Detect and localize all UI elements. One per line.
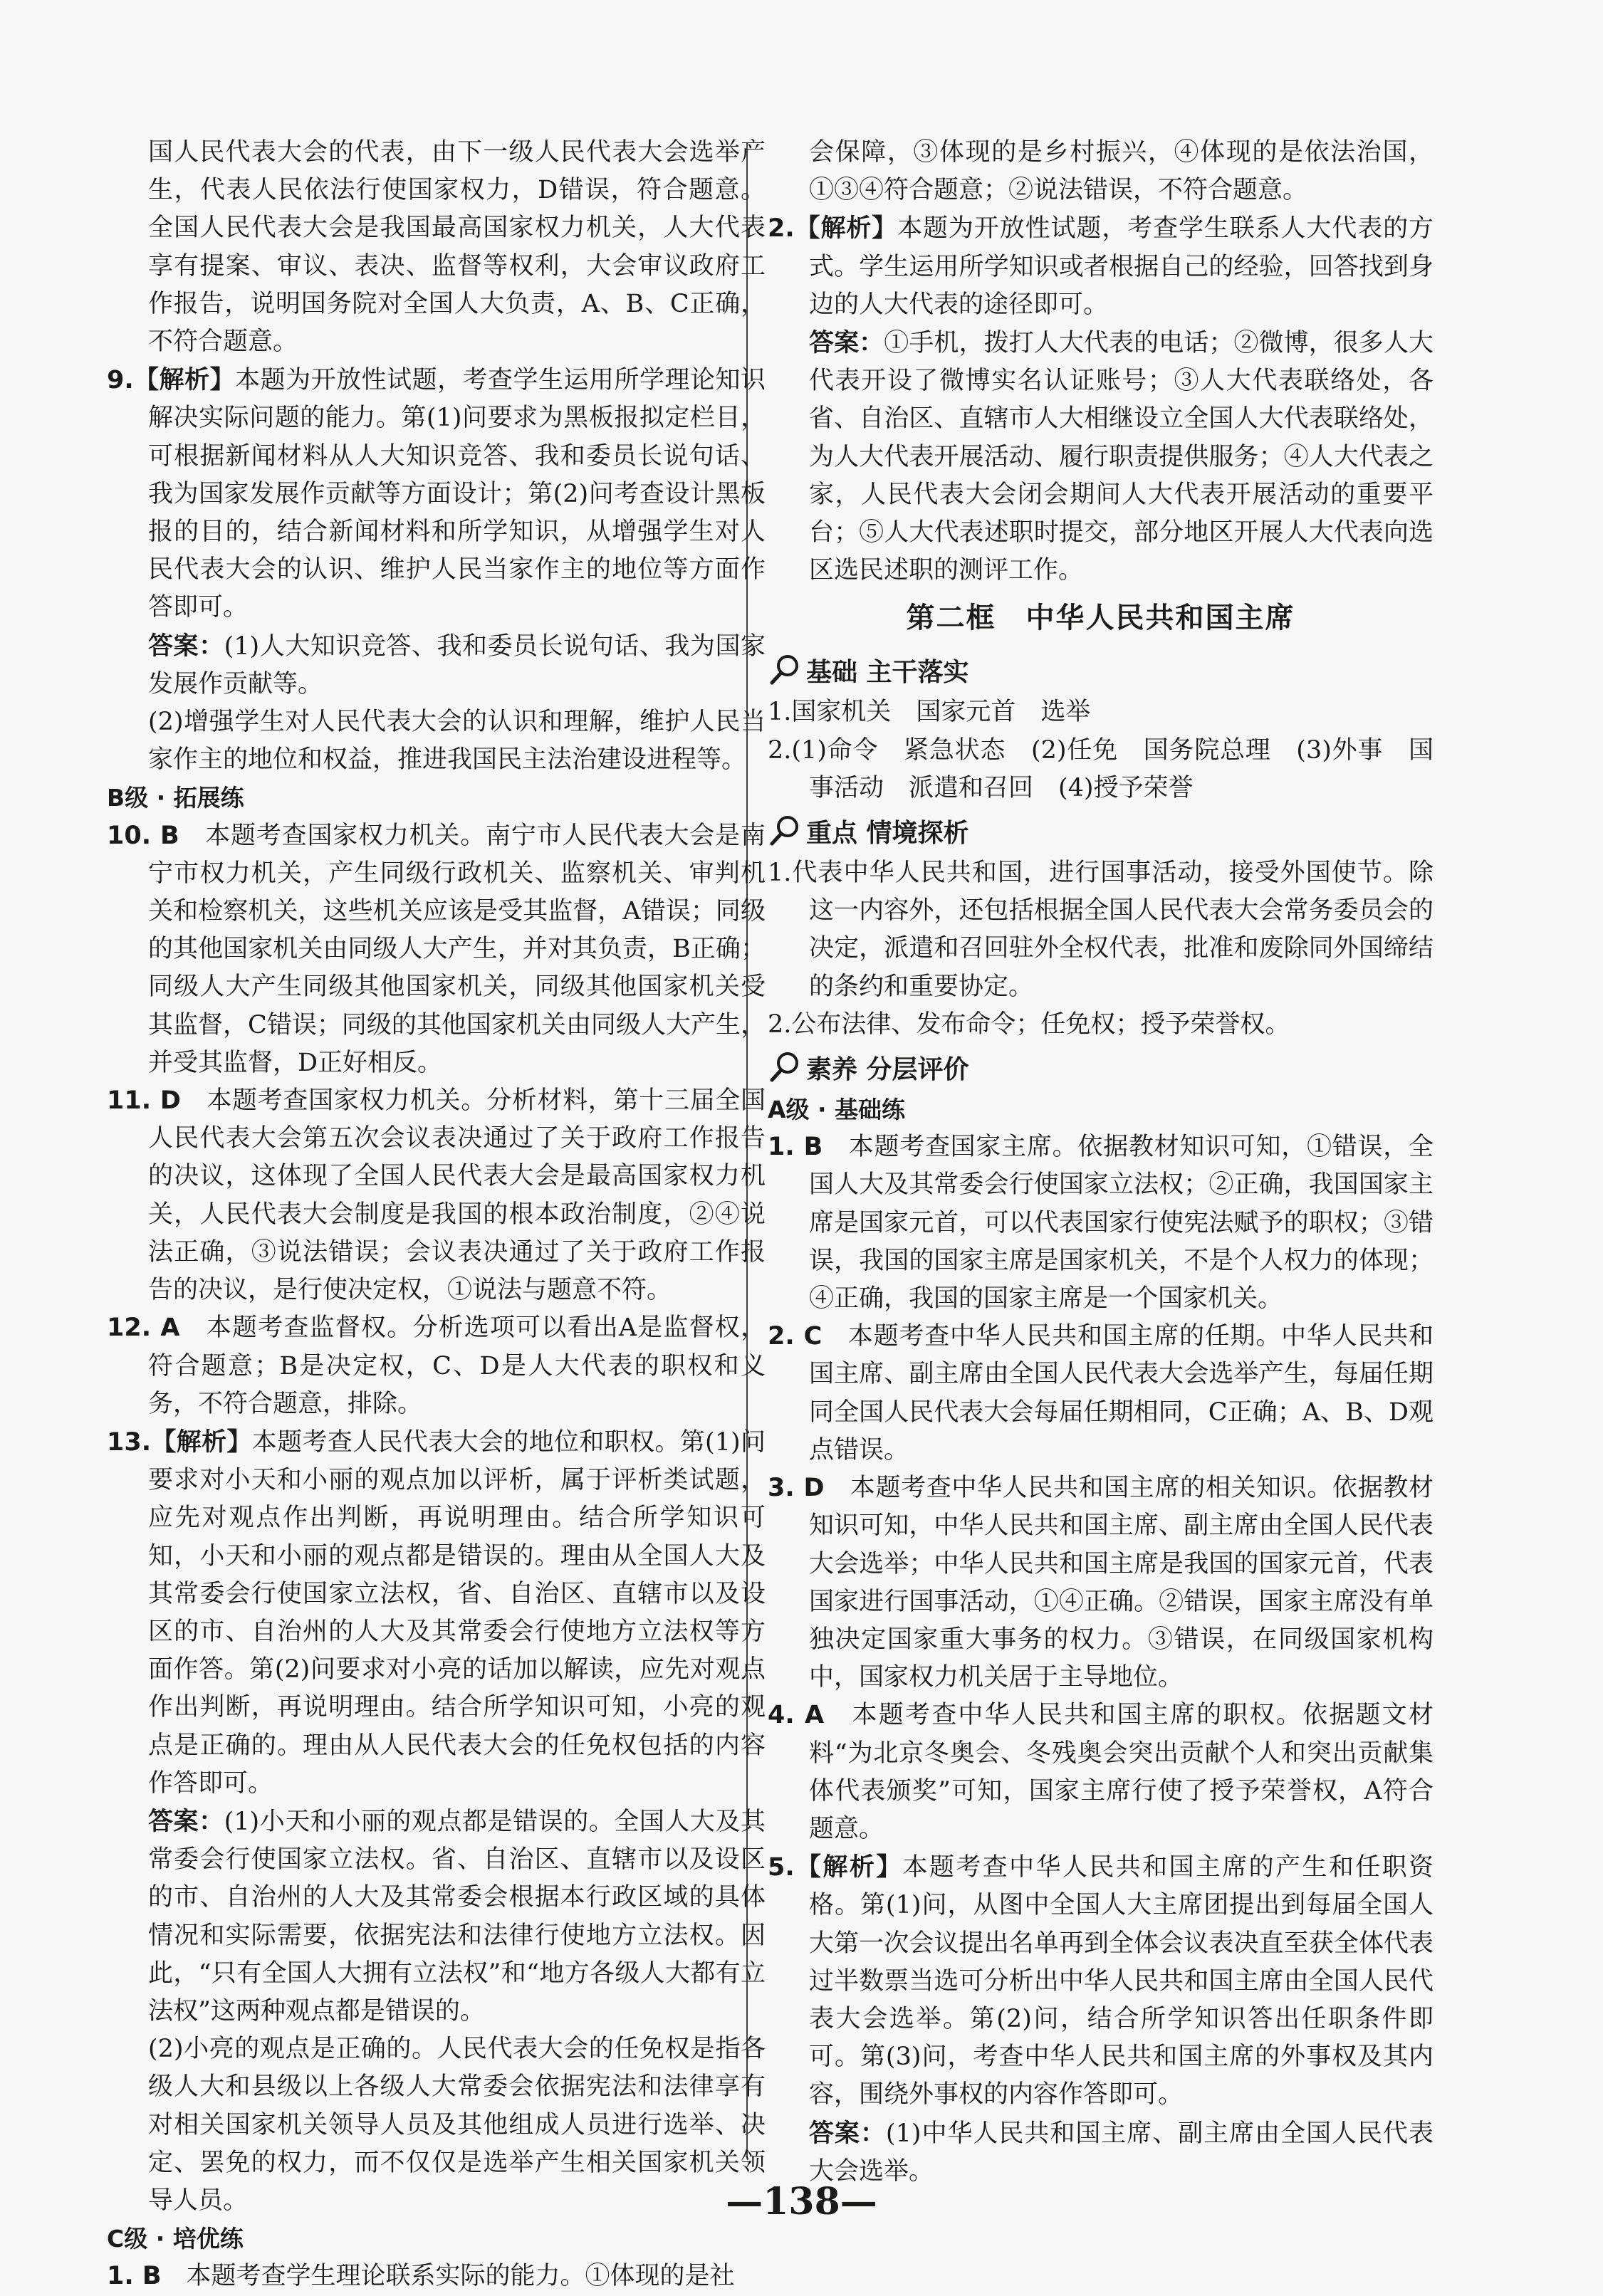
section-heading-text: 基础 主干落实 [806, 657, 969, 687]
section-heading-text: 重点 情境探析 [806, 818, 969, 848]
key-point-item: 1.代表中华人民共和国，进行国事活动，接受外国使节。除这一内容外，还包括根据全国人民代表大会常务委员会的决定，派遣和召回驻外全权代表，批准和废除同外国缔结的条约和重要协定。 [768, 859, 1434, 1001]
basics-item: 1.国家机关 国家元首 选举 [768, 698, 1091, 727]
level-heading: B级 · 拓展练 [107, 784, 244, 812]
magnifier-icon [768, 653, 802, 687]
answer-label: 答案： [809, 2118, 886, 2148]
level-heading: A级 · 基础练 [768, 1096, 906, 1124]
answer-label: 答案： [148, 1806, 224, 1836]
section-title: 第二框 中华人民共和国主席 [906, 602, 1295, 635]
answer-text: (1)中华人民共和国主席、副主席由全国人民代表大会选举。 [809, 2119, 1434, 2186]
question-number: 10. B [107, 821, 179, 850]
section-heading-evaluation [768, 1045, 1434, 1089]
section-heading-basics [768, 648, 1434, 692]
answer-text: (2)小亮的观点是正确的。人民代表大会的任免权是指各级人大和县级以上各级人大常委会依据宪法和法律享有对相关国家机关领导人员及其他组成人员进行选举、决定、罢免的权力，而不仅仅是选举产生相关国家机关领导人员。 [148, 2035, 766, 2215]
question-text: 本题考查中华人民共和国主席的产生和任职资格。第(1)问，从图中全国人大主席团提出到每届全国人大第一次会议提出名单再到全体会议表决直至获全体代表过半数票当选可分析出中华人民共和国主席由全国人民代表大会选举。第(2)问，结合所学知识答出任职条件即可。第(3)问，考查中华人民共和国主席的外事权及其内容，围绕外事权的内容作答即可。 [809, 1853, 1434, 2109]
question-text: 本题考查中华人民共和国主席的职权。依据题文材料“为北京冬奥会、冬残奥会突出贡献个人和突出贡献集体代表颁奖”可知，国家主席行使了授予荣誉权，A符合题意。 [809, 1701, 1434, 1843]
analysis-tag: 【解析】 [794, 1852, 903, 1882]
question-number: 9. [107, 366, 134, 395]
question-number: 5. [768, 1853, 795, 1882]
question-a4 [768, 1697, 1434, 1848]
question-text: 本题考查人民代表大会的地位和职权。第(1)问要求对小天和小丽的观点加以评析，属于评析类试题，应先对观点作出判断，再说明理由。结合所学知识可知，小天和小丽的观点都是错误的。理由从全国人大及其常委会行使国家立法权，省、自治区、直辖市以及设区的市、自治州的人大及其常委会行使地方立法权等方面作答。第(2)问要求对小亮的话加以解读，应先对观点作出判断，再说明理由。结合所学知识可知，小亮的观点是正确的。理由从人民代表大会的任免权包括的内容作答即可。 [148, 1427, 766, 1798]
answer-text: (1)小天和小丽的观点都是错误的。全国人大及其常委会行使国家立法权。省、自治区、直辖市以及设区的市、自治州的人大及其常委会根据本行政区域的具体情况和实际需要，依据宪法和法律行使地方立法权。因此，“只有全国人大拥有立法权”和“地方各级人大都有立法权”这两种观点都是错误的。 [148, 1807, 766, 2025]
analysis-tag: 【解析】 [794, 214, 898, 243]
answer-label: 答案： [148, 631, 224, 661]
question-12 [107, 1309, 766, 1423]
answer [768, 324, 1434, 589]
basics-item: 2.(1)命令 紧急状态 (2)任免 国务院总理 (3)外事 国事活动 派遣和召回 (4)授予荣誉 [768, 735, 1434, 802]
question-number: 4. A [768, 1701, 825, 1730]
question-c1 [107, 2258, 766, 2295]
question-number: 13. [107, 1427, 152, 1457]
question-text: 本题为开放性试题，考查学生运用所学理论知识解决实际问题的能力。第(1)问要求为黑板报拟定栏目，可根据新闻材料从人大知识竞答、我和委员长说句话、我为国家发展作贡献等方面设计；第(2)问考查设计黑板报的目的，结合新闻材料和所学知识，从增强学生对人民代表大会的认识、维护人民当家作主的地位等方面作答即可。 [148, 366, 766, 622]
question-number: 2. C [768, 1322, 823, 1351]
page-number: —138— [726, 2180, 877, 2223]
analysis-tag: 【解析】 [151, 1427, 252, 1457]
answer [768, 2114, 1434, 2191]
answer-label: 答案： [809, 328, 884, 358]
question-text: 本题考查国家主席。依据教材知识可知，①错误，全国人大及其常委会行使国家立法权；②正确，我国国家主席是国家元首，可以代表国家行使宪法赋予的职权；③错误，我国的国家主席是国家机关，不是个人权力的体现；④正确，我国的国家主席是一个国家机关。 [809, 1133, 1434, 1314]
section-heading-text: 素养 分层评价 [806, 1054, 969, 1084]
paragraph: 会保障，③体现的是乡村振兴，④体现的是依法治国，①③④符合题意；②说法错误，不符合题意。 [809, 138, 1434, 205]
answer-text: (1)人大知识竞答、我和委员长说句话、我为国家发展作贡献等。 [148, 631, 766, 698]
question-text: 本题为开放性试题，考查学生联系人大代表的方式。学生运用所学知识或者根据自己的经验，回答找到身边的人大代表的途径即可。 [809, 214, 1434, 319]
question-a1 [768, 1128, 1434, 1318]
question-text: 本题考查中华人民共和国主席的相关知识。依据教材知识可知，中华人民共和国主席、副主席由全国人民代表大会选举；中华人民共和国主席是我国的国家元首，代表国家进行国事活动，①④正确。②错误，国家主席没有单独决定国家重大事务的权力。③错误，在同级国家机构中，国家权力机关居于主导地位。 [809, 1474, 1434, 1692]
question-10 [107, 817, 766, 1082]
question-13 [107, 1423, 766, 1803]
answer-text: ①手机，拨打人大代表的电话；②微博，很多人大代表开设了微博实名认证账号；③人大代表联络处，各省、自治区、直辖市人大相继设立全国人大代表联络处，为人大代表开展活动、履行职责提供服务；④人大代表之家，人民代表大会闭会期间人大代表开展活动的重要平台；⑤人大代表述职时提交，部分地区开展人大代表向选区选民述职的测评工作。 [809, 329, 1434, 585]
question-text: 本题考查监督权。分析选项可以看出A是监督权，符合题意；B是决定权，C、D是人大代表的职权和义务，不符合题意，排除。 [148, 1314, 766, 1418]
key-point-item: 2.公布法律、发布命令；任免权；授予荣誉权。 [768, 1010, 1290, 1039]
magnifier-icon [768, 1050, 802, 1084]
question-a3 [768, 1469, 1434, 1697]
question-a2 [768, 1318, 1434, 1469]
level-heading: C级 · 培优练 [107, 2225, 244, 2253]
question-number: 12. A [107, 1314, 180, 1343]
question-text: 本题考查国家权力机关。南宁市人民代表大会是南宁市权力机关，产生同级行政机关、监察机关、审判机关和检察机关，这些机关应该是受其监督，A错误；同级的其他国家机关由同级人大产生，并对其负责，B正确；同级人大产生同级其他国家机关，同级其他国家机关受其监督，C错误；同级的其他国家机关由同级人大产生，并受其监督，D正好相反。 [148, 821, 766, 1077]
section-heading-key-points [768, 809, 1434, 853]
left-column [107, 134, 766, 2296]
question-text: 本题考查中华人民共和国主席的任期。中华人民共和国主席、副主席由全国人民代表大会选举产生，每届任期同全国人民代表大会每届任期相同，C正确；A、B、D观点错误。 [809, 1322, 1434, 1464]
question-number: 1. B [768, 1133, 823, 1162]
answer-text: (2)增强学生对人民代表大会的认识和理解，维护人民当家作主的地位和权益，推进我国民主法治建设进程等。 [148, 708, 766, 775]
question-text: 本题考查学生理论联系实际的能力。①体现的是社 [186, 2262, 735, 2291]
question-a5 [768, 1848, 1434, 2114]
question-11 [107, 1082, 766, 1309]
analysis-tag: 【解析】 [133, 365, 236, 395]
paragraph: 国人民代表大会的代表，由下一级人民代表大会选举产生，代表人民依法行使国家权力，D错误，符合题意。全国人民代表大会是我国最高国家权力机关，人大代表享有提案、审议、表决、监督等权利，大会审议政府工作报告，说明国务院对全国人大负责，A、B、C正确，不符合题意。 [148, 138, 766, 357]
question-text: 本题考查国家权力机关。分析材料，第十三届全国人民代表大会第五次会议表决通过了关于政府工作报告的决议，这体现了全国人民代表大会是最高国家权力机关，人民代表大会制度是我国的根本政治制度，②④说法正确，③说法错误；会议表决通过了关于政府工作报告的决议，是行使决定权，①说法与题意不符。 [148, 1086, 766, 1305]
magnifier-icon [768, 814, 802, 848]
question-number: 3. D [768, 1474, 825, 1503]
answer [107, 1803, 766, 2030]
question-2 [768, 209, 1434, 324]
answer [107, 627, 766, 703]
question-9 [107, 361, 766, 627]
question-number: 1. B [107, 2262, 162, 2291]
right-column [768, 134, 1434, 2191]
question-number: 2. [768, 214, 795, 243]
question-number: 11. D [107, 1086, 181, 1116]
